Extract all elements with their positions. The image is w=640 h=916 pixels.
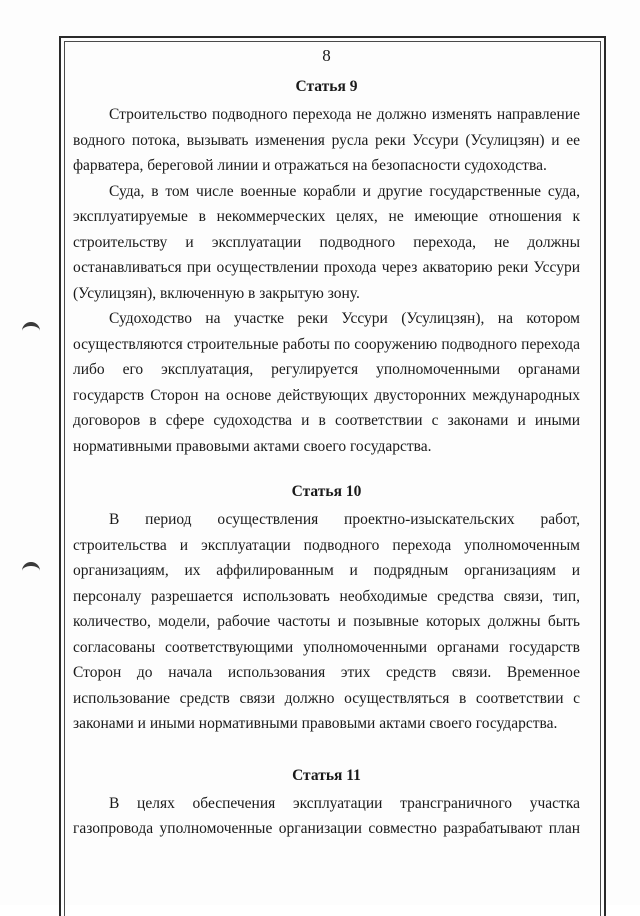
article-9-paragraph-2: Суда, в том числе военные корабли и другие государственные суда, эксплуатируемые в некоммерческих целях, не имеющие отношения к строительству и эксплуатации подводного перехода, не должны останавливаться при осуществлении прохода через акваторию реки Уссури (Усулицзян), включенную в закрытую зону. [73, 182, 580, 302]
article-9-paragraph-3: Судоходство на участке реки Уссури (Усулицзян), на котором осуществляются строительные работы по сооружению подводного перехода либо его эксплуатация, регулируется уполномоченными органами государств Сторон на основе действующих двусторонних международных договоров в сфере судоходства и в соответствии с законами и иными нормативными правовыми актами своего государства. [73, 310, 580, 455]
article-9-paragraph-1: Строительство подводного перехода не должно изменять направление водного потока, вызывать изменения русла реки Уссури (Усулицзян) и ее фарватера, береговой линии и отражаться на безопасности судоходства. [73, 106, 580, 174]
page-number: 8 [322, 46, 331, 65]
article-10-paragraph-1: В период осуществления проектно-изыскательских работ, строительства и эксплуатации подводного перехода уполномоченным организациям, их аффилированным и подрядным организациям и персоналу разрешается использовать необходимые средства связи, тип, количество, модели, рабочие частоты и позывные которых должны быть согласованы соответствующими уполномоченными органами государств Сторон до начала использования этих средств связи. Временное использование средств связи должно осуществляться в соответствии с законами и иными нормативными правовыми актами своего государства. [73, 511, 580, 732]
article-11-paragraph-1: В целях обеспечения эксплуатации трансграничного участка газопровода уполномоченные организации совместно разрабатывают план [73, 794, 580, 837]
article-9-heading: Статья 9 [295, 78, 358, 95]
punch-hole-mark [22, 322, 40, 334]
document-body [73, 46, 580, 842]
article-11-heading: Статья 11 [292, 766, 361, 784]
article-10-heading: Статья 10 [291, 483, 362, 500]
punch-hole-mark [22, 562, 40, 574]
